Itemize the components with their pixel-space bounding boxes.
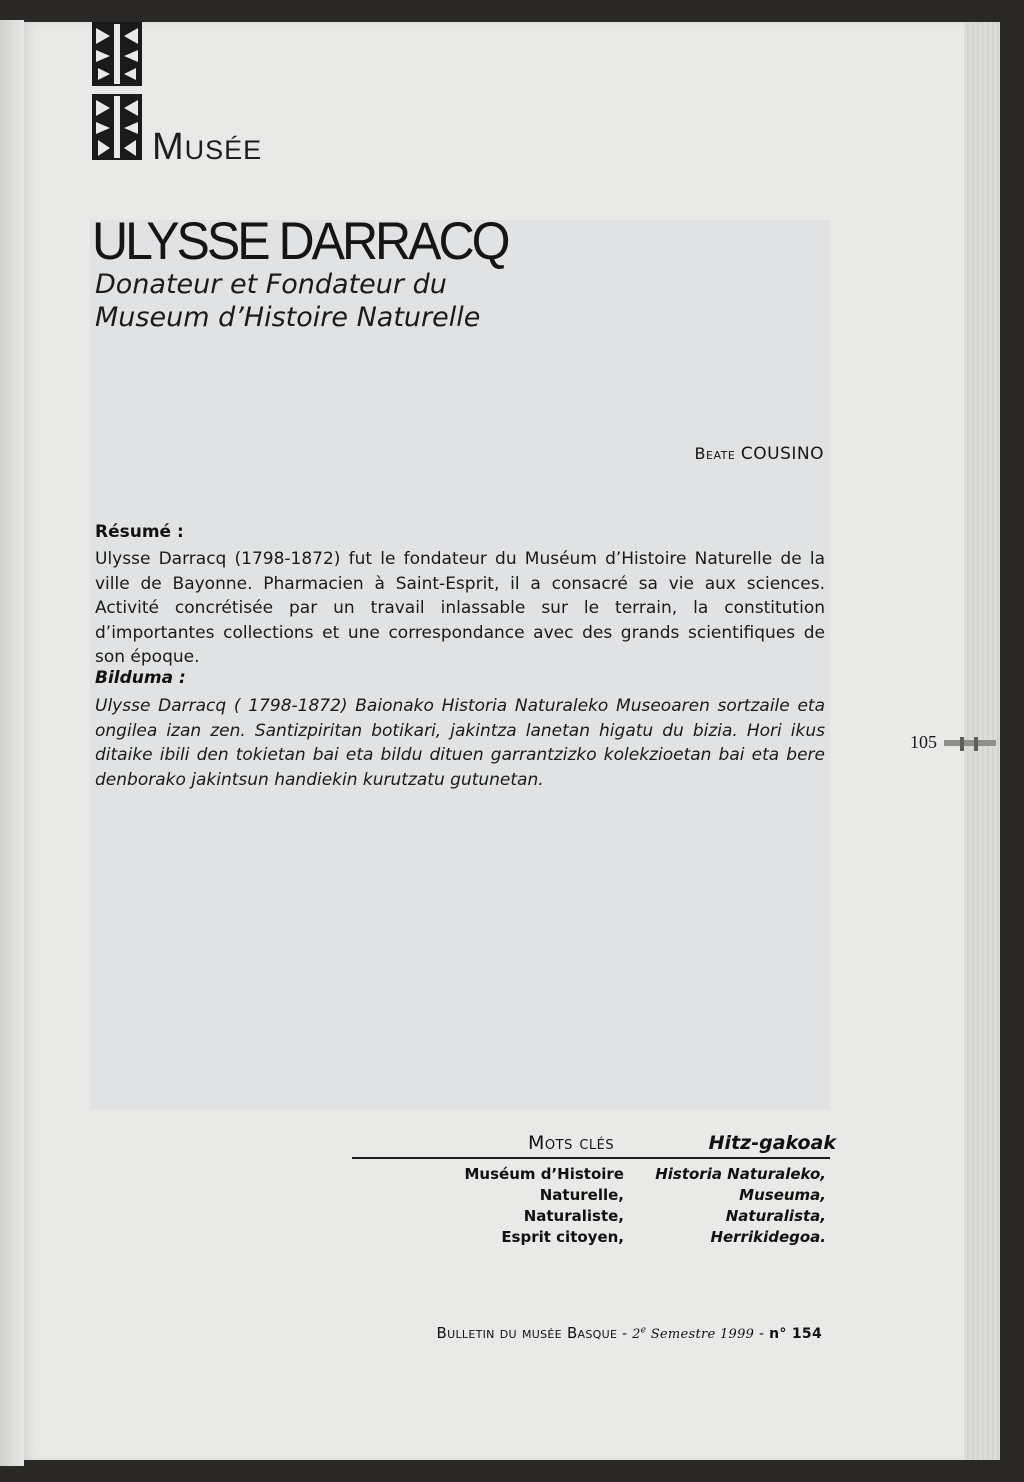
footer-semester-number: 2 [632,1327,641,1342]
footer-separator: - [754,1326,770,1342]
keywords-fr-heading: Mots clés [528,1132,615,1154]
article-subtitle [95,268,615,334]
resume-heading: Résumé : [95,522,184,542]
keywords-fr-list [465,1164,625,1248]
footer-bulletin: Bulletin du musée Basque [436,1324,618,1342]
subtitle-line-2: Museum d’Histoire Naturelle [95,302,481,333]
keywords-eu-list [655,1164,826,1248]
keyword-eu: Historia Naturaleko, [655,1165,826,1183]
subtitle-line-1: Donateur et Fondateur du [95,269,447,300]
keyword-eu: Herrikidegoa. [710,1228,826,1246]
keyword-eu: Museuma, [739,1186,826,1204]
footer-separator: - [617,1326,633,1342]
page-number: 105 [910,732,937,752]
keyword-eu: Naturalista, [725,1207,826,1225]
keyword-fr: Naturaliste, [523,1207,624,1225]
author-first-name: Beate [694,444,736,463]
resume-text: Ulysse Darracq (1798-1872) fut le fondateur du Muséum d’Histoire Naturelle de la ville de Bayonne. Pharmacien à Saint-Esprit, il a consacré sa vie aux sciences. Activité concrétisée par un travail inlassable sur le terrain, la constitution d’importantes collections et une correspondance avec des grands scientifiques de son époque. [95,549,825,667]
page-tab-marker-icon [944,737,996,751]
section-label: Musée [152,126,263,168]
author-last-name: COUSINO [740,444,824,464]
author-byline [695,444,824,464]
page-footer [437,1324,822,1342]
bilduma-heading: Bilduma : [95,668,186,688]
keyword-fr: Muséum d’Histoire [464,1165,624,1183]
keywords-divider [352,1157,830,1159]
footer-semester: Semestre 1999 [646,1327,755,1342]
basque-ornament-icon [92,22,142,160]
keyword-fr: Naturelle, [539,1186,624,1204]
article-title: ULYSSE DARRACQ [92,211,508,271]
keywords-eu-heading: Hitz-gakoak [708,1132,836,1154]
keyword-fr: Esprit citoyen, [501,1228,624,1246]
footer-semester-suffix: e [640,1325,647,1336]
footer-issue: n° 154 [769,1326,822,1342]
bilduma-text: Ulysse Darracq ( 1798-1872) Baionako Historia Naturaleko Museoaren sortzaile eta ongilea izan zen. Santizpiritan botikari, jakintza lanetan higatu du bizia. Hori ikus ditaike ibili den tokietan bai eta bildu dituen garrantzizko kolekzioetan bai eta bere denborako jakintsun handiekin kurutzatu gutunetan. [95,696,825,790]
facing-page-edge [0,20,24,1466]
